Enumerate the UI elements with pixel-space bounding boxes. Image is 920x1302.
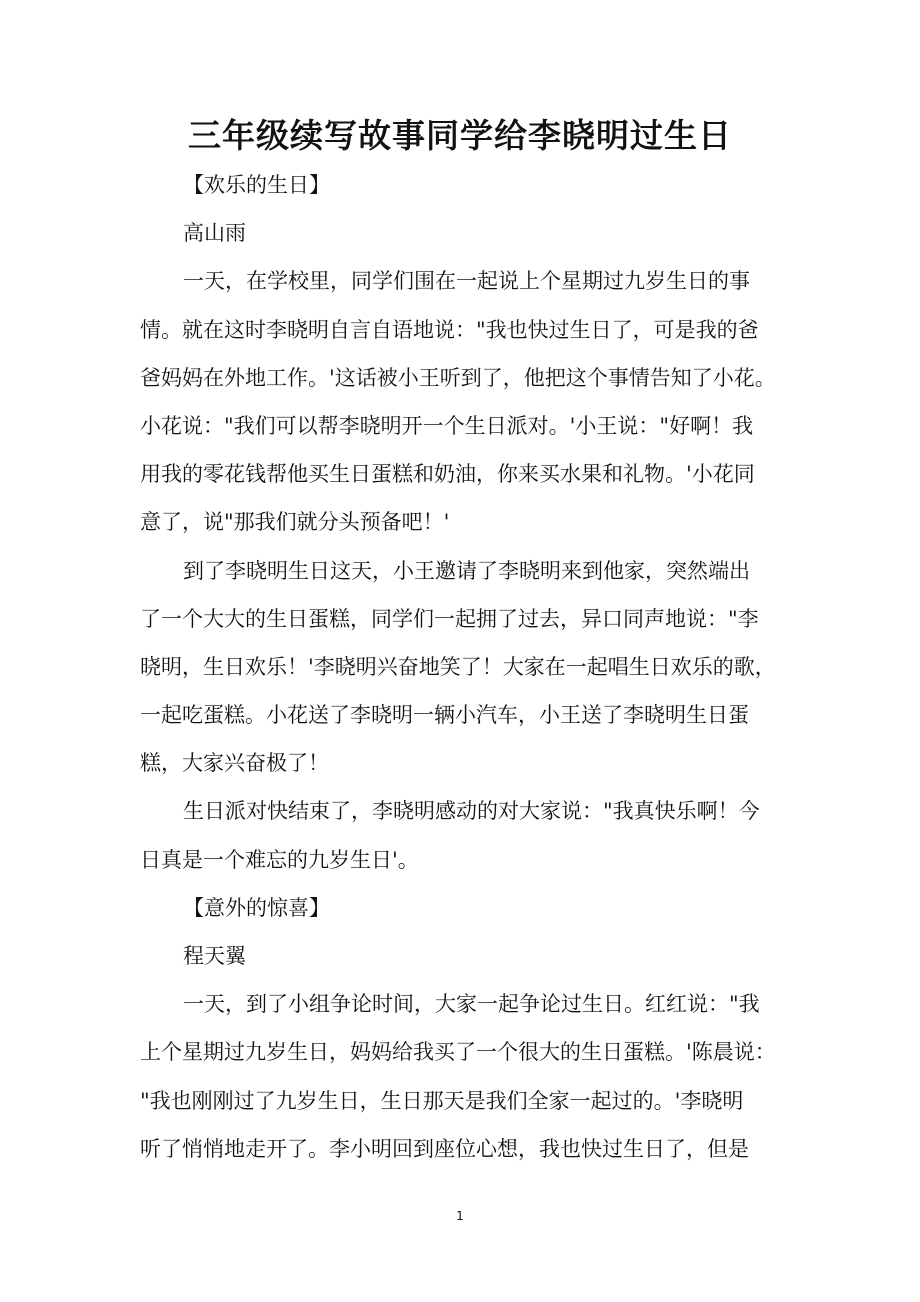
paragraph-line: 用我的零花钱帮他买生日蛋糕和奶油，你来买水果和礼物。'小花同	[140, 462, 755, 487]
paragraph-line: 一天，在学校里，同学们围在一起说上个星期过九岁生日的事	[183, 269, 750, 294]
paragraph-line: 生日派对快结束了，李晓明感动的对大家说："我真快乐啊！今	[183, 799, 760, 824]
paragraph-line: 一天，到了小组争论时间，大家一起争论过生日。红红说："我	[183, 992, 760, 1017]
paragraph-line: 日真是一个难忘的九岁生日'。	[140, 847, 419, 872]
story-body	[140, 170, 795, 1182]
paragraph-line: 晓明，生日欢乐！'李晓明兴奋地笑了！大家在一起唱生日欢乐的歌，	[140, 654, 776, 679]
paragraph-line: 爸妈妈在外地工作。'这话被小王听到了，他把这个事情告知了小花。	[140, 365, 776, 390]
paragraph-line: 一起吃蛋糕。小花送了李晓明一辆小汽车，小王送了李晓明生日蛋	[140, 703, 749, 728]
paragraph-line: 意了，说"那我们就分头预备吧！'	[140, 510, 450, 535]
paragraph-line: 听了悄悄地走开了。李小明回到座位心想，我也快过生日了，但是	[140, 1136, 749, 1161]
paragraph-line: 到了李晓明生日这天，小王邀请了李晓明来到他家，突然端出	[183, 558, 750, 583]
paragraph-line: 小花说："我们可以帮李晓明开一个生日派对。'小王说："好啊！我	[140, 413, 754, 438]
paragraph-line: "我也刚刚过了九岁生日，生日那天是我们全家一起过的。'李晓明	[140, 1088, 744, 1113]
paragraph-line: 了一个大大的生日蛋糕，同学们一起拥了过去，异口同声地说："李	[140, 606, 759, 631]
author-name: 程天翼	[183, 944, 246, 968]
page-title: 三年级续写故事同学给李晓明过生日	[188, 116, 732, 155]
page-number: 1	[456, 1209, 464, 1223]
paragraph-line: 糕，大家兴奋极了！	[140, 751, 329, 776]
paragraph-line: 情。就在这时李晓明自言自语地说："我也快过生日了，可是我的爸	[140, 317, 759, 342]
author-name: 高山雨	[183, 221, 246, 246]
paragraph-line: 上个星期过九岁生日，妈妈给我买了一个很大的生日蛋糕。'陈晨说：	[140, 1040, 776, 1065]
section-heading: 【欢乐的生日】	[183, 173, 330, 197]
section-heading: 【意外的惊喜】	[183, 895, 330, 920]
